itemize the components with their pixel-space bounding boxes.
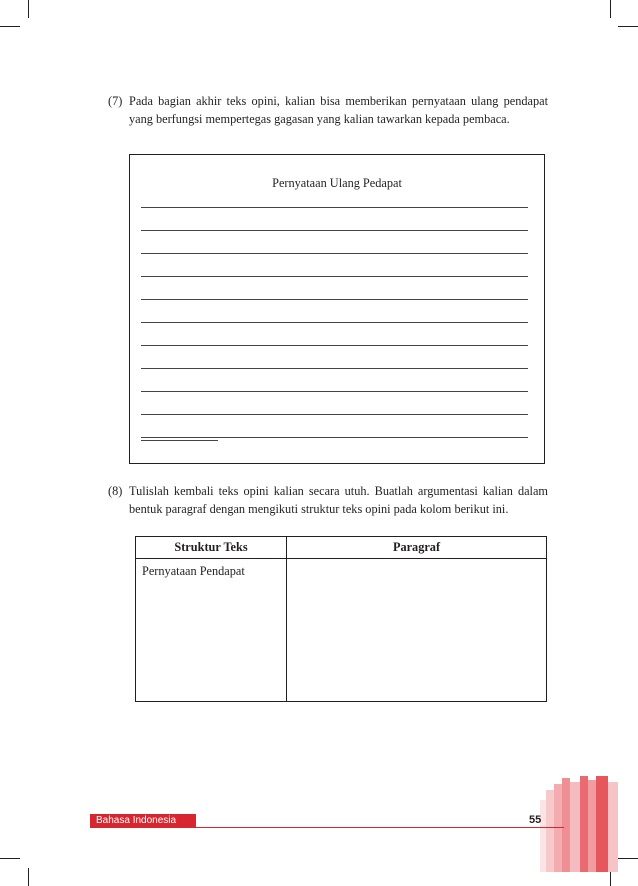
instruction-item-7	[108, 92, 548, 128]
paragraph-answer-cell[interactable]	[287, 559, 547, 702]
table-header: Paragraf	[287, 537, 547, 559]
writing-line[interactable]	[141, 230, 528, 231]
table-row	[136, 559, 547, 702]
item-number: (8)	[108, 484, 123, 498]
table-header: Struktur Teks	[136, 537, 287, 559]
crop-mark	[610, 0, 611, 18]
writing-line[interactable]	[141, 391, 528, 392]
structure-cell: Pernyataan Pendapat	[136, 559, 287, 702]
crop-mark	[0, 26, 20, 27]
writing-line[interactable]	[141, 207, 528, 208]
table-header-row	[136, 537, 547, 559]
crop-mark	[28, 0, 29, 18]
decorative-stripe	[546, 790, 554, 872]
writing-line[interactable]	[141, 437, 528, 438]
book-title: Bahasa Indonesia	[96, 815, 177, 826]
structure-table	[135, 536, 547, 702]
writing-line[interactable]	[141, 276, 528, 277]
crop-mark	[0, 858, 20, 859]
writing-line[interactable]	[141, 368, 528, 369]
crop-mark	[618, 858, 638, 859]
footer-rule	[196, 827, 564, 828]
writing-line[interactable]	[141, 414, 528, 415]
restatement-writing-box	[129, 154, 545, 464]
decorative-stripe	[562, 778, 570, 872]
writing-line-short[interactable]	[141, 440, 218, 441]
item-text: Tulislah kembali teks opini kalian secara utuh. Buatlah argumentasi kalian dalam bentuk paragraf dengan mengikuti struktur teks opini pada kolom berikut ini.	[129, 484, 548, 516]
instruction-item-8	[108, 482, 548, 518]
writing-line[interactable]	[141, 299, 528, 300]
item-text: Pada bagian akhir teks opini, kalian bisa memberikan pernyataan ulang pendapat yang berfungsi mempertegas gagasan yang kalian tawarkan kepada pembaca.	[129, 94, 548, 126]
box-title: Pernyataan Ulang Pedapat	[272, 176, 402, 190]
writing-line[interactable]	[141, 345, 528, 346]
decorative-stripe	[580, 776, 588, 872]
crop-mark	[618, 26, 638, 27]
decorative-stripe	[554, 784, 562, 872]
writing-line[interactable]	[141, 253, 528, 254]
decorative-stripe	[570, 782, 580, 872]
writing-line[interactable]	[141, 322, 528, 323]
decorative-stripe	[596, 776, 608, 872]
decorative-stripe	[588, 780, 596, 872]
crop-mark	[28, 868, 29, 886]
item-number: (7)	[108, 94, 123, 108]
page-number: 55	[529, 814, 542, 826]
decorative-stripe	[608, 782, 618, 872]
